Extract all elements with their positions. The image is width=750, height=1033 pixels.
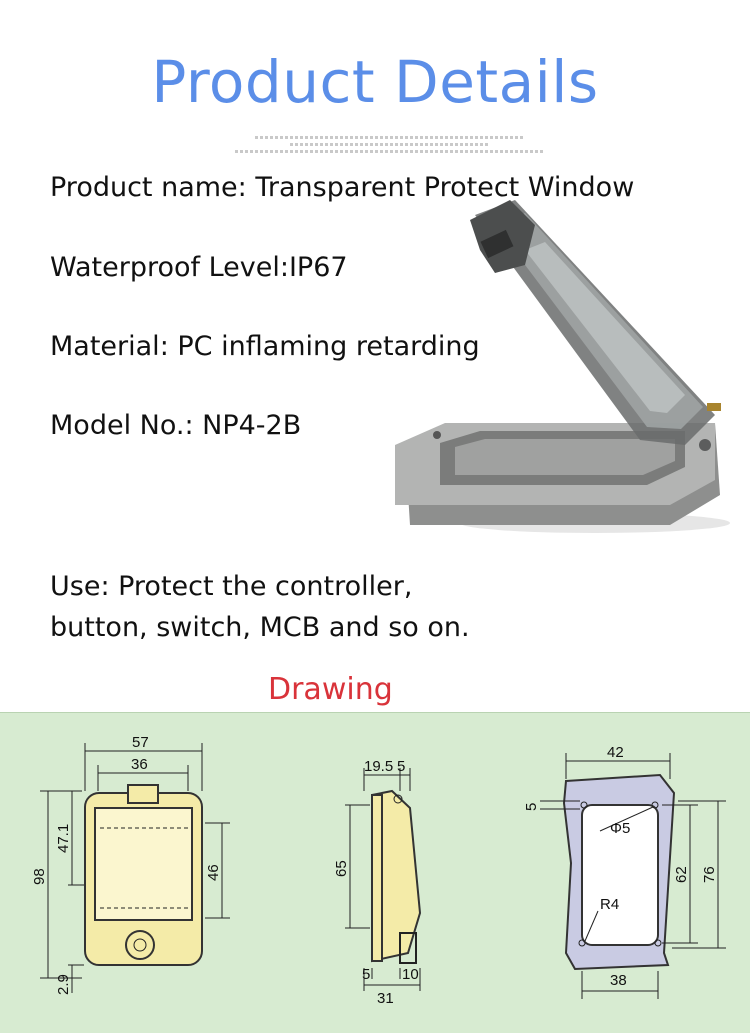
fine-print-lines	[230, 132, 550, 162]
dim-5-cutout: 5	[523, 802, 540, 811]
dim-57: 57	[132, 734, 149, 751]
waterproof-level-text: Waterproof Level:IP67	[50, 252, 348, 283]
product-name-text: Product name: Transparent Protect Window	[50, 172, 635, 203]
product-image	[385, 195, 730, 540]
dim-42: 42	[607, 744, 624, 761]
dim-19-5: 19.5	[364, 758, 394, 775]
material-text: Material: PC inflaming retarding	[50, 331, 480, 362]
page-title: Product Details	[151, 48, 599, 116]
dim-phi5: Φ5	[610, 820, 631, 837]
use-line-1: Use: Protect the controller,	[50, 571, 413, 602]
dim-2-9: 2.9	[55, 974, 72, 995]
dim-5-top: 5	[397, 758, 406, 775]
dim-31: 31	[377, 990, 394, 1007]
dim-38: 38	[610, 972, 627, 989]
dim-r4: R4	[600, 896, 620, 913]
dim-47-1: 47.1	[55, 823, 72, 853]
dim-46: 46	[205, 864, 222, 881]
dim-36: 36	[131, 756, 148, 773]
dim-62: 62	[673, 866, 690, 883]
use-text	[50, 566, 470, 648]
dim-98: 98	[31, 868, 48, 885]
model-number-text: Model No.: NP4-2B	[50, 410, 302, 441]
dim-65: 65	[333, 860, 350, 877]
use-line-2: button, switch, MCB and so on.	[50, 612, 470, 643]
dim-5-bottom: 5	[362, 966, 371, 983]
drawing-panel	[0, 712, 750, 1033]
dim-76: 76	[701, 866, 718, 883]
technical-drawing	[0, 713, 750, 1033]
drawing-title: Drawing	[268, 672, 393, 707]
dim-10: 10	[402, 966, 419, 983]
